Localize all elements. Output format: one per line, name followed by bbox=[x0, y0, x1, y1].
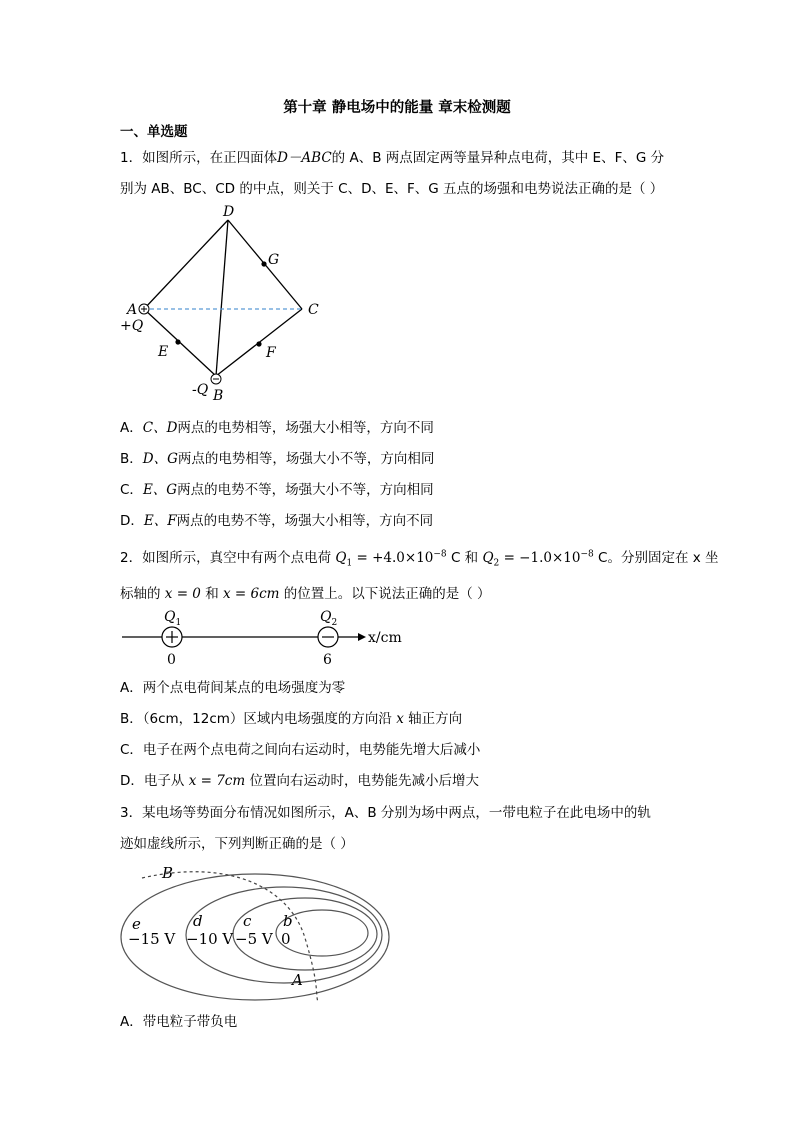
label-d: d bbox=[193, 912, 203, 930]
axis-label: x/cm bbox=[368, 630, 402, 646]
q2-option-c: C．电子在两个点电荷之间向右运动时，电势能先增大后减小 bbox=[120, 742, 481, 758]
label-minus15V: −15 V bbox=[128, 930, 176, 948]
label-D: D bbox=[223, 204, 235, 220]
label-minus-Q: -Q bbox=[192, 382, 209, 398]
q2-stem-line1: 2．如图所示，真空中有两个点电荷 $Q_1 = +4.0\times 10^{-8}$ C 和 $Q_2 = -1.0\times 10^{-8}$ C。分别固定在 x 坐 bbox=[120, 549, 719, 569]
q1-option-c: C．E、G两点的电势不等，场强大小不等，方向相同 bbox=[120, 482, 434, 498]
label-minus10V: −10 V bbox=[186, 930, 234, 948]
point-G bbox=[261, 261, 266, 266]
page-title: 第十章 静电场中的能量 章末检测题 bbox=[283, 100, 511, 116]
point-F bbox=[256, 341, 261, 346]
label-b: b bbox=[283, 912, 293, 930]
q2-option-b: B．（6cm，12cm）区域内电场强度的方向沿 x 轴正方向 bbox=[120, 711, 463, 727]
label-C: C bbox=[308, 302, 319, 318]
q2-stem-line2: 标轴的 x = 0 和 x = 6cm 的位置上。以下说法正确的是（ ） bbox=[120, 586, 491, 602]
q3-stem-line1: 3．某电场等势面分布情况如图所示，A、B 分别为场中两点，一带电粒子在此电场中的轨 bbox=[120, 805, 651, 821]
label-B: B bbox=[213, 388, 224, 404]
label-F: F bbox=[266, 345, 276, 361]
label-Q2: $Q_2$ bbox=[320, 609, 338, 628]
q3-equipotential-figure bbox=[120, 858, 400, 1008]
label-B: B bbox=[162, 864, 174, 882]
q3-option-a: A．带电粒子带负电 bbox=[120, 1014, 238, 1030]
q3-stem-line2: 迹如虚线所示，下列判断正确的是（ ） bbox=[120, 836, 354, 852]
label-plus-Q: +Q bbox=[120, 318, 144, 334]
q2-option-a: A．两个点电荷间某点的电场强度为零 bbox=[120, 680, 346, 696]
x-axis-arrow bbox=[358, 633, 366, 641]
label-e: e bbox=[132, 915, 141, 933]
q2-option-d: D．电子从 x = 7cm 位置向右运动时，电势能先减小后增大 bbox=[120, 773, 479, 789]
section-heading: 一、单选题 bbox=[120, 124, 188, 140]
label-minus5V: −5 V bbox=[235, 930, 273, 948]
q1-tetrahedron-figure bbox=[110, 200, 330, 410]
q1-option-a: A．C、D两点的电势相等，场强大小相等，方向不同 bbox=[120, 420, 434, 436]
edge-DA bbox=[144, 220, 228, 309]
label-Q1: $Q_1$ bbox=[164, 609, 182, 628]
label-0V: 0 bbox=[281, 930, 291, 948]
q1-stem-line2: 别为 AB、BC、CD 的中点，则关于 C、D、E、F、G 五点的场强和电势说法正确的是（ ） bbox=[120, 181, 664, 197]
label-A: A bbox=[292, 971, 303, 989]
q1-option-d: D．E、F两点的电势不等，场强大小相等，方向不同 bbox=[120, 513, 434, 529]
q1-stem-line1: 1．如图所示，在正四面体D－ABC的 A、B 两点固定两等量异种点电荷，其中 E、F、G 分 bbox=[120, 150, 665, 166]
q1-option-b: B．D、G两点的电势相等，场强大小不等，方向相同 bbox=[120, 451, 435, 467]
label-A: A bbox=[127, 302, 138, 318]
tick-6: 6 bbox=[323, 652, 332, 668]
tick-0: 0 bbox=[167, 652, 176, 668]
label-G: G bbox=[268, 252, 280, 268]
point-E bbox=[175, 339, 180, 344]
label-c: c bbox=[243, 912, 252, 930]
edge-DB bbox=[216, 220, 228, 376]
label-E: E bbox=[158, 344, 169, 360]
q2-axis-figure bbox=[120, 605, 420, 670]
